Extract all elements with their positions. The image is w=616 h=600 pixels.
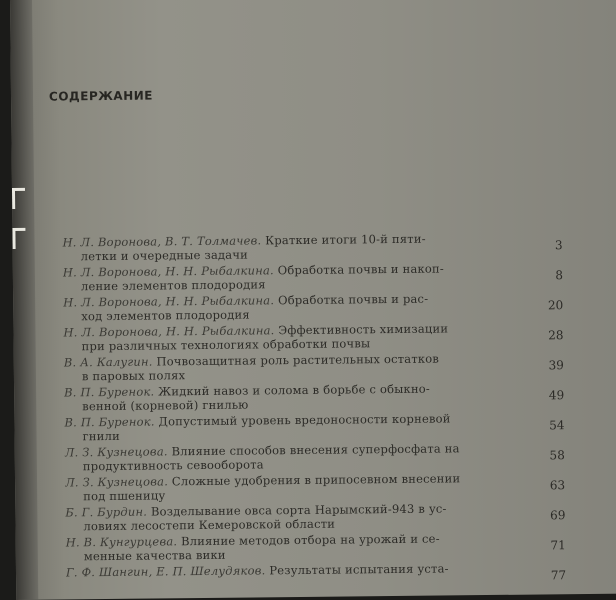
entry-authors: В. А. Калугин. — [63, 354, 153, 370]
table-of-contents — [62, 230, 566, 581]
entry-page-number: 71 — [550, 538, 566, 553]
entry-title: Жидкий навоз и солома в борьбе с обыкно- — [158, 381, 431, 399]
toc-entry — [63, 260, 563, 293]
toc-entry — [62, 230, 562, 263]
entry-page-number: 49 — [548, 388, 565, 403]
entry-authors: Н. Л. Воронова, В. Т. Толмачев. — [62, 233, 262, 250]
entry-title-continued: венной (корневой) гнилью — [82, 397, 249, 414]
entry-title: Влияние методов отбора на урожай и се- — [180, 531, 440, 549]
entry-title-continued: гнили — [82, 428, 120, 444]
entry-title-continued: под пшеницу — [83, 488, 166, 504]
entry-authors: Л. З. Кузнецова. — [64, 474, 169, 490]
entry-title: Влияние способов внесения суперфосфата на — [171, 441, 460, 459]
toc-entry — [65, 500, 565, 533]
entry-page-number: 63 — [549, 478, 566, 493]
entry-title: Обработка почвы и накоп- — [277, 261, 445, 278]
entry-title-continued: при различных технологиях обработки почвы — [81, 336, 371, 354]
entry-title-continued: в паровых полях — [81, 368, 186, 384]
entry-page-number: 3 — [554, 238, 563, 253]
entry-title: Допустимый уровень вредоносности корневой — [158, 411, 451, 429]
entry-authors: Н. Л. Воронова, Н. Н. Рыбалкина. — [62, 263, 274, 280]
entry-authors: Л. З. Кузнецова. — [64, 444, 168, 460]
toc-entry — [65, 470, 565, 503]
entry-title: Сложные удобрения в припосевном внесении — [171, 471, 461, 489]
entry-title-continued: продуктивность севооборота — [82, 457, 264, 474]
entry-title: Почвозащитная роль растительных остатков — [156, 351, 440, 369]
entry-page-number: 39 — [548, 358, 564, 373]
toc-entry — [65, 440, 565, 473]
entry-authors: Н. В. Кунгурцева. — [65, 534, 178, 550]
entry-title-continued: менные качества вики — [83, 547, 226, 564]
document-page — [10, 0, 616, 600]
toc-entry — [66, 530, 566, 563]
entry-authors: Б. Г. Бурдин. — [65, 504, 148, 520]
page-edge-mark — [12, 188, 25, 209]
toc-entry — [63, 290, 563, 323]
entry-title-continued: ление элементов плодородия — [80, 277, 266, 294]
entry-authors: Г. Ф. Шангин, Е. П. Шелудяков. — [65, 563, 266, 580]
entry-title: Возделывание овса сорта Нарымский-943 в ус- — [150, 501, 447, 519]
entry-page-number: 28 — [548, 328, 564, 343]
toc-entry — [64, 350, 564, 383]
toc-entry — [64, 380, 564, 413]
entry-title-continued: ловиях лесостепи Кемеровской области — [83, 516, 336, 534]
entry-page-number: 54 — [549, 418, 565, 433]
entry-page-number: 58 — [549, 448, 565, 463]
entry-authors: Н. Л. Воронова, Н. Н. Рыбалкина. — [63, 293, 275, 310]
entry-page-number: 20 — [547, 298, 564, 313]
entry-title: Результаты испытания уста- — [269, 561, 449, 578]
entry-page-number: 8 — [555, 268, 563, 283]
entry-authors: В. П. Буренок. — [64, 414, 155, 430]
toc-entry — [63, 320, 563, 353]
entry-title: Краткие итоги 10-й пяти- — [265, 231, 426, 248]
entry-page-number: 69 — [550, 508, 566, 523]
toc-entry — [64, 410, 564, 443]
entry-title: Эффективность химизации — [278, 321, 449, 338]
entry-title: Обработка почвы и рас- — [277, 291, 429, 308]
page-edge-mark — [12, 228, 25, 249]
contents-heading: СОДЕРЖАНИЕ — [48, 88, 154, 104]
entry-authors: Н. Л. Воронова, Н. Н. Рыбалкина. — [63, 323, 275, 340]
entry-authors: В. П. Буренок. — [64, 384, 155, 400]
toc-entry — [65, 560, 567, 583]
entry-title-continued: ход элементов плодородия — [81, 307, 250, 324]
entry-title-continued: летки и очередные задачи — [80, 247, 249, 264]
entry-page-number: 77 — [550, 568, 567, 583]
